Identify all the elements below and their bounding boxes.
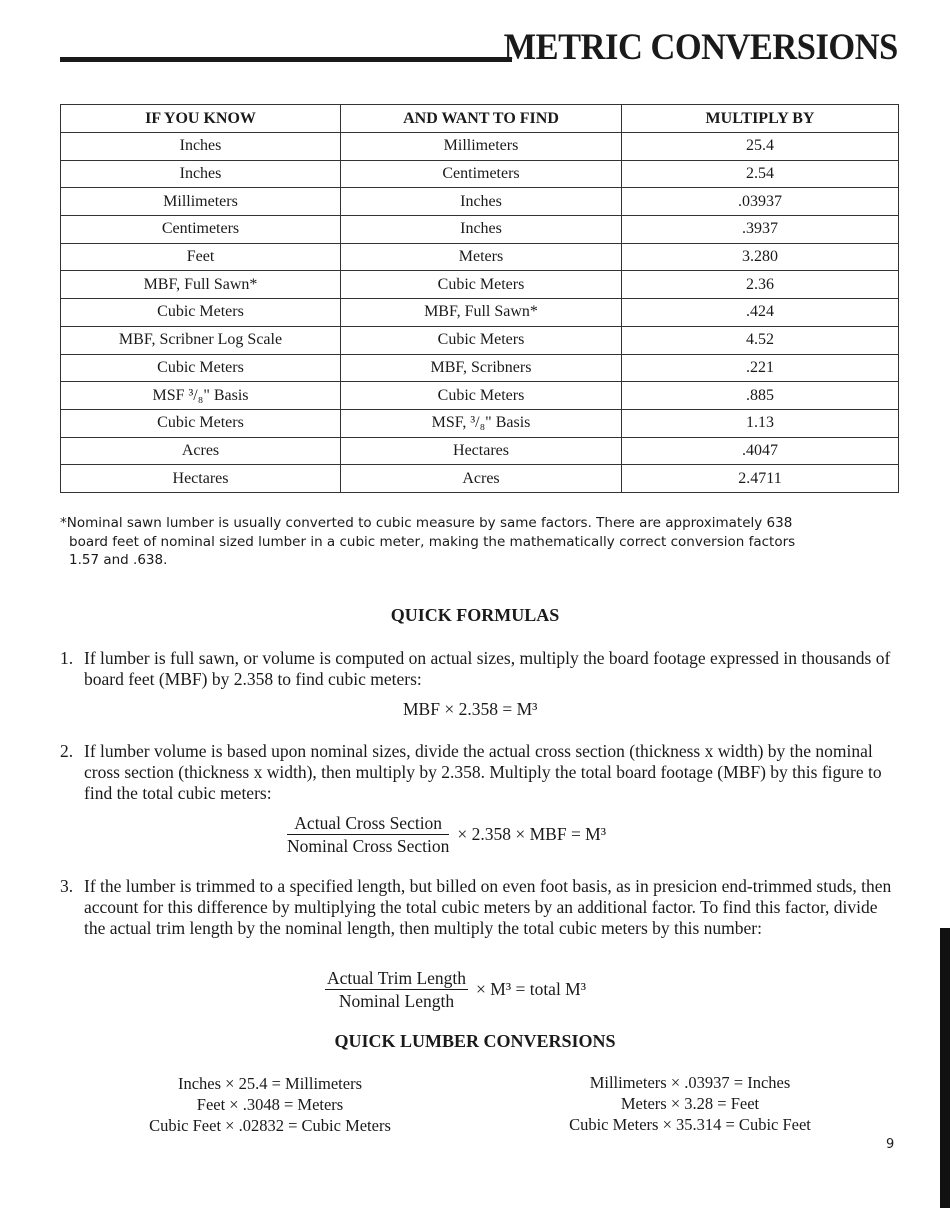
table-row [61,326,899,354]
column-header: AND WANT TO FIND [341,105,622,133]
fraction-denominator: Nominal Cross Section [287,836,450,856]
table-row [61,133,899,161]
conversion-line: Meters × 3.28 = Feet [620,1094,760,1113]
formula-number: 2. [60,741,74,761]
table-cell: .3937 [622,216,899,244]
table-cell: Millimeters [61,188,341,216]
table-cell: .221 [622,354,899,382]
table-cell: Cubic Meters [341,326,622,354]
table-cell: MBF, Full Sawn* [61,271,341,299]
table-cell: Feet [61,243,341,271]
table-cell: 4.52 [622,326,899,354]
table-cell: MBF, Scribner Log Scale [61,326,341,354]
table-cell: Cubic Meters [61,354,341,382]
table-row [61,409,899,437]
fraction-numerator: Actual Trim Length [327,968,467,988]
table-row [61,465,899,493]
table-cell: Acres [341,465,622,493]
formula-text: If lumber volume is based upon nominal sizes, divide the actual cross section (thickness x width) by the nominal cross section (thickness x width), then multiply by 2.358. Multiply the total board footage (MBF) by this figure to find the total cubic meters: [84,741,882,803]
formula-text: If lumber is full sawn, or volume is computed on actual sizes, multiply the board footage expressed in thousands of board feet (MBF) by 2.358 to find cubic meters: [84,648,891,689]
table-cell: 2.4711 [622,465,899,493]
formula-number: 3. [60,876,74,896]
table-row [61,299,899,327]
formula-item-3 [60,876,900,939]
conversion-line: Inches × 25.4 = Millimeters [177,1074,363,1093]
table-cell: 2.54 [622,160,899,188]
fraction [287,813,449,856]
quick-formulas-title: QUICK FORMULAS [390,605,560,625]
column-header: IF YOU KNOW [61,105,341,133]
table-cell: Centimeters [61,216,341,244]
formula-number: 1. [60,648,74,668]
table-row [61,188,899,216]
footnote-line: *Nominal sawn lumber is usually converted to cubic measure by same factors. There are approximately 638 [60,515,793,531]
formula-text: If the lumber is trimmed to a specified length, but billed on even foot basis, as in presicion end-trimmed studs, then account for this difference by multiplying the total cubic meters by an additional factor. To find this factor, divide the actual trim length by the nominal length, then multiply the total cubic meters by this number: [84,876,892,938]
table-cell: .424 [622,299,899,327]
lumber-conversions-right [530,1072,850,1135]
table-cell: 3.280 [622,243,899,271]
table-cell: Cubic Meters [61,299,341,327]
fraction-numerator: Actual Cross Section [287,813,449,835]
table-cell: Millimeters [341,133,622,161]
table-row [61,382,899,410]
table-header-row [61,105,899,133]
table-cell: Cubic Meters [341,382,622,410]
lumber-conversions-left [110,1073,430,1136]
table-cell: .885 [622,382,899,410]
table-row [61,271,899,299]
footnote-line: 1.57 and .638. [69,552,168,568]
fraction-denominator: Nominal Length [338,991,455,1011]
fraction [325,968,468,1011]
formula-equation-2 [287,813,606,856]
table-row [61,216,899,244]
table-row [61,243,899,271]
table-cell: Inches [341,188,622,216]
table-cell: Hectares [341,437,622,465]
table-cell: MBF, Full Sawn* [341,299,622,327]
table-cell: Inches [61,133,341,161]
footnote-line: board feet of nominal sized lumber in a cubic meter, making the mathematically correct conversion factors [69,533,796,550]
edge-tab [940,928,950,1208]
table-cell: MSF ³/₈" Basis [61,382,341,410]
table-cell: .03937 [622,188,899,216]
table-cell: MSF, ³/₈" Basis [341,409,622,437]
conversion-line: Feet × .3048 = Meters [196,1095,344,1114]
table-cell: .4047 [622,437,899,465]
table-cell: 25.4 [622,133,899,161]
footnote [60,514,890,570]
table-row [61,160,899,188]
table-row [61,354,899,382]
formula-item-2 [60,741,900,804]
formula-item-1 [60,648,900,690]
table-cell: 1.13 [622,409,899,437]
page-number: 9 [886,1137,895,1152]
conversion-line: Cubic Meters × 35.314 = Cubic Feet [569,1115,811,1134]
column-header: MULTIPLY BY [622,105,899,133]
formula-equation-3 [325,968,586,1011]
quick-lumber-title: QUICK LUMBER CONVERSIONS [334,1031,616,1051]
page-title: METRIC CONVERSIONS [503,27,898,68]
table-cell: Centimeters [341,160,622,188]
conversion-line: Cubic Feet × .02832 = Cubic Meters [149,1116,391,1135]
table-cell: MBF, Scribners [341,354,622,382]
table-cell: Hectares [61,465,341,493]
equation-rest: × M³ = total M³ [476,979,586,999]
table-cell: Cubic Meters [61,409,341,437]
table-cell: Acres [61,437,341,465]
equation-rest: × 2.358 × MBF = M³ [457,824,606,844]
table-cell: Cubic Meters [341,271,622,299]
header-rule [60,57,512,62]
table-cell: Meters [341,243,622,271]
table-cell: Inches [61,160,341,188]
conversion-line: Millimeters × .03937 = Inches [589,1073,791,1092]
formula-equation-1: MBF × 2.358 = M³ [403,699,538,719]
conversion-table [60,104,899,493]
table-cell: 2.36 [622,271,899,299]
table-row [61,437,899,465]
table-cell: Inches [341,216,622,244]
